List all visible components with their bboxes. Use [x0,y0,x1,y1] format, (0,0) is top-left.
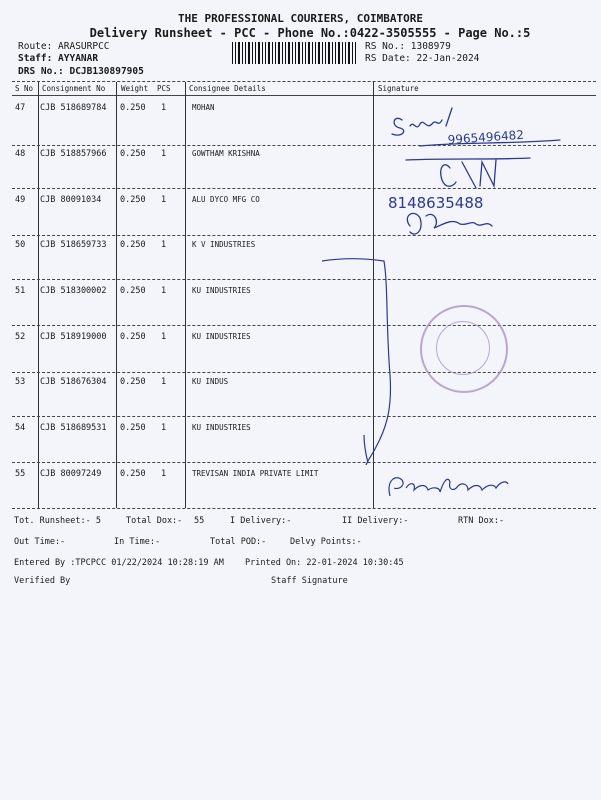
row-consignment: CJB 518689531 [40,423,107,433]
row-sno: 55 [15,469,26,479]
row-consignment: CJB 518857966 [40,149,107,159]
row-consignment: CJB 518676304 [40,377,107,387]
rs-date: RS Date: 22-Jan-2024 [365,53,480,64]
row-consignment: CJB 518659733 [40,240,107,250]
in-time: In Time:- [114,537,161,547]
row-sno: 51 [15,286,26,296]
ii-delivery: II Delivery:- [342,516,409,526]
row-pcs: 1 [161,195,167,205]
row-weight: 0.250 [120,377,146,387]
row-consignee: K V INDUSTRIES [192,240,256,249]
row-sno: 52 [15,332,26,342]
i-delivery: I Delivery:- [230,516,292,526]
row-sno: 53 [15,377,26,387]
drs-number: DRS No.: DCJB130897905 [18,66,144,77]
row-weight: 0.250 [120,286,146,296]
row-divider [12,462,596,463]
rs-number: RS No.: 1308979 [365,41,451,52]
row-pcs: 1 [161,103,167,113]
row-pcs: 1 [161,332,167,342]
row-sno: 49 [15,195,26,205]
handwritten-signature-row55 [384,470,514,504]
entered-by: Entered By :TPCPCC 01/22/2024 10:28:19 AM [14,558,224,568]
row-pcs: 1 [161,469,167,479]
col-header-weight: Weight [121,84,149,93]
row-weight: 0.250 [120,423,146,433]
col-header-consignment: Consignment No [42,84,106,93]
company-stamp [420,305,508,393]
barcode [232,42,360,64]
company-name: THE PROFESSIONAL COURIERS, COIMBATORE [177,12,424,25]
row-weight: 0.250 [120,469,146,479]
col-header-consignee: Consignee Details [189,84,266,93]
row-consignee: KU INDUSTRIES [192,286,251,295]
row-consignee: TREVISAN INDIA PRIVATE LIMIT [192,469,319,478]
handwritten-phone-2: 8148635488 [388,194,484,212]
row-consignee: ALU DYCO MFG CO [192,195,260,204]
row-pcs: 1 [161,423,167,433]
table-header-rule [12,95,596,96]
row-sno: 47 [15,103,26,113]
out-time: Out Time:- [14,537,66,547]
route-label: Route: ARASURPCC [18,41,110,52]
row-weight: 0.250 [120,195,146,205]
row-pcs: 1 [161,286,167,296]
total-pod: Total POD:- [210,537,267,547]
handwritten-stroke [318,255,398,470]
row-consignee: GOWTHAM KRISHNA [192,149,260,158]
row-pcs: 1 [161,377,167,387]
total-dox-label: Total Dox:- [126,516,183,526]
row-weight: 0.250 [120,149,146,159]
row-pcs: 1 [161,240,167,250]
printed-on: Printed On: 22-01-2024 10:30:45 [245,558,404,568]
row-consignment: CJB 518689784 [40,103,107,113]
delvy-points: Delvy Points:- [290,537,362,547]
row-pcs: 1 [161,149,167,159]
rtn-dox: RTN Dox:- [458,516,505,526]
row-weight: 0.250 [120,103,146,113]
row-consignee: KU INDUSTRIES [192,423,251,432]
staff-label: Staff: AYYANAR [18,53,99,64]
handwritten-phone-1: 9965496482 [447,127,525,147]
total-dox-value: 55 [194,516,205,526]
row-consignee: KU INDUS [192,377,229,386]
row-divider [12,325,596,326]
table-bottom-rule [12,508,596,509]
col-header-sno: S No [15,84,34,93]
row-consignment: CJB 518919000 [40,332,107,342]
row-divider [12,416,596,417]
row-weight: 0.250 [120,332,146,342]
row-consignment: CJB 518300002 [40,286,107,296]
col-header-pcs: PCS [157,84,171,93]
staff-signature: Staff Signature [271,576,348,586]
handwritten-signatures [380,98,595,248]
row-divider [12,372,596,373]
row-consignment: CJB 80097249 [40,469,102,479]
row-consignment: CJB 80091034 [40,195,102,205]
row-sno: 54 [15,423,26,433]
row-sno: 50 [15,240,26,250]
row-weight: 0.250 [120,240,146,250]
table-top-rule [12,81,596,82]
row-consignee: MOHAN [192,103,215,112]
col-header-signature: Signature [378,84,419,93]
runsheet-title: Delivery Runsheet - PCC - Phone No.:0422-3505555 - Page No.:5 [89,26,531,40]
verified-by: Verified By [14,576,71,586]
tot-runsheet: Tot. Runsheet:- 5 [14,516,101,526]
row-divider [12,279,596,280]
row-consignee: KU INDUSTRIES [192,332,251,341]
row-sno: 48 [15,149,26,159]
